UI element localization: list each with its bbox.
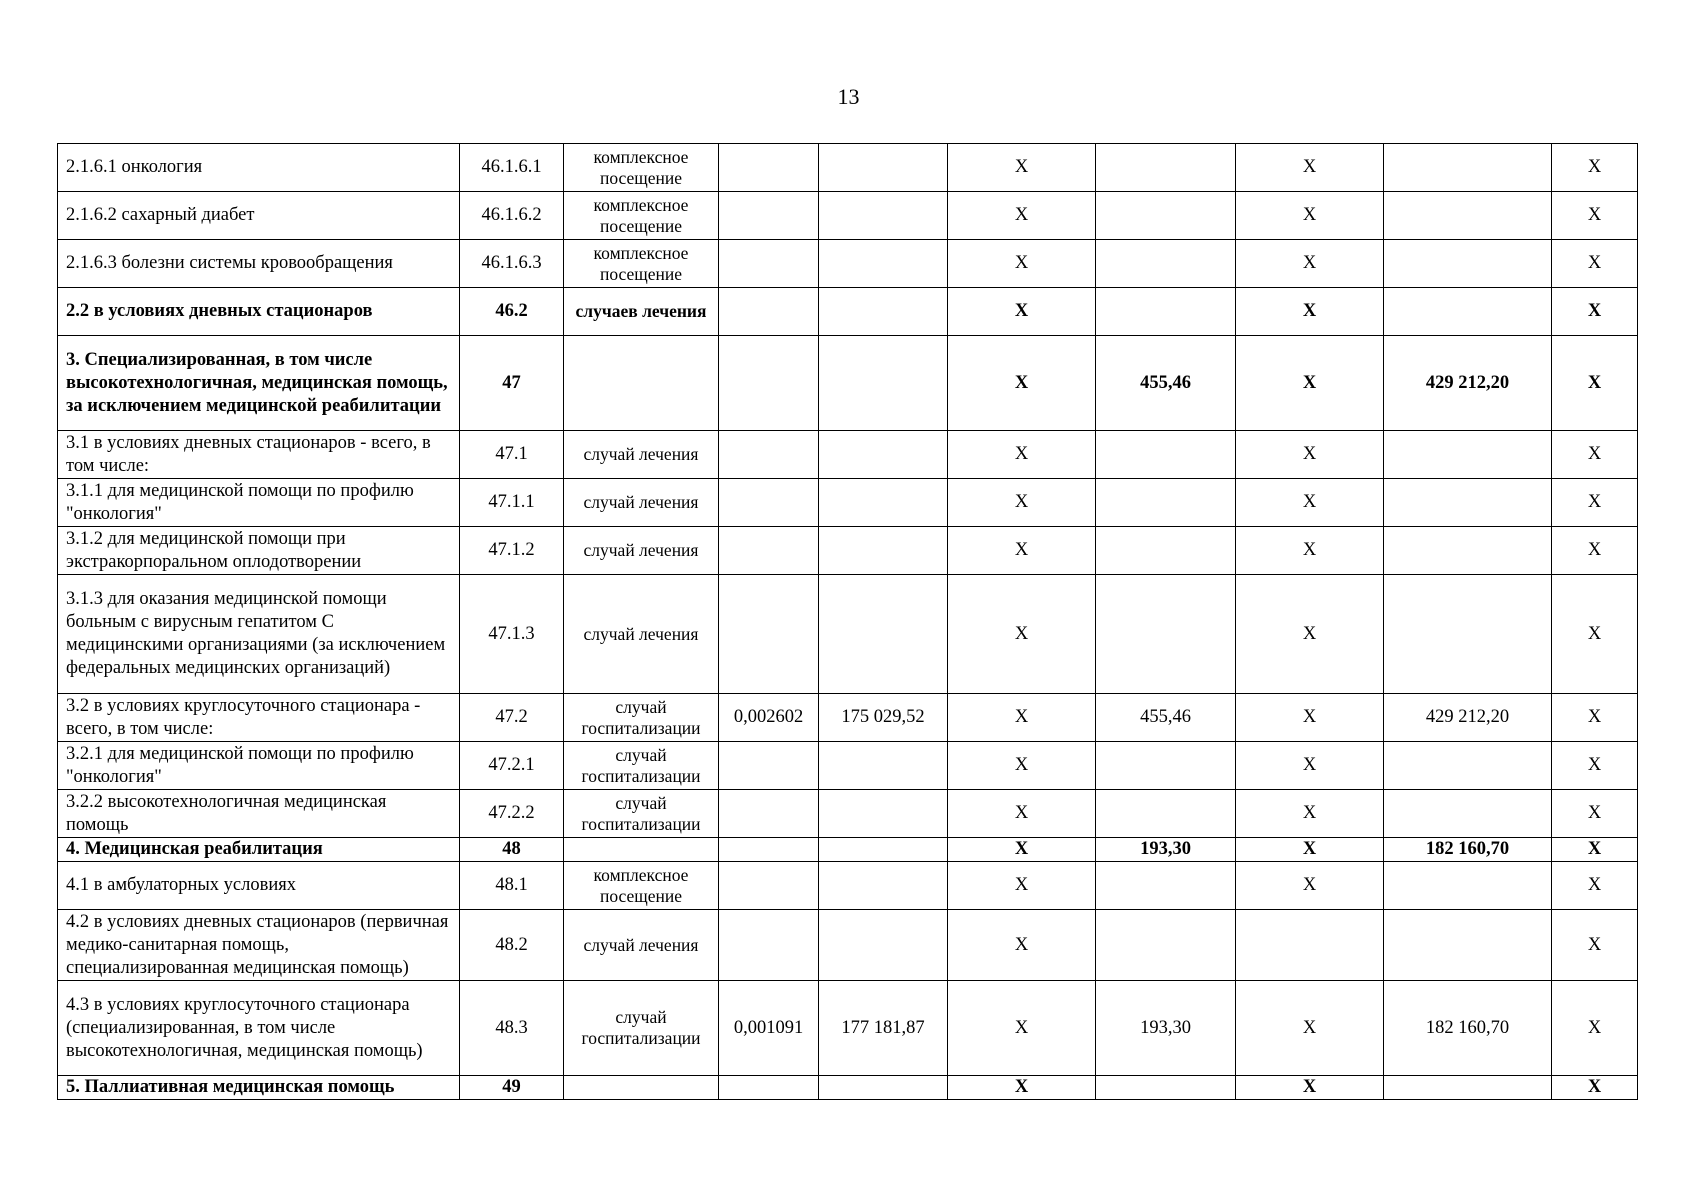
row-cell-8: X	[1236, 288, 1384, 336]
row-cell-5	[819, 910, 948, 981]
table-row	[58, 527, 1638, 575]
row-cell-8: X	[1236, 192, 1384, 240]
row-cell-7: 455,46	[1096, 336, 1236, 431]
row-code: 47.1	[460, 431, 564, 479]
row-cell-4	[719, 479, 819, 527]
row-cell-10: X	[1552, 1076, 1638, 1100]
table-row	[58, 694, 1638, 742]
row-code: 48.1	[460, 862, 564, 910]
row-cell-7	[1096, 192, 1236, 240]
row-code: 46.1.6.1	[460, 144, 564, 192]
row-cell-9: 182 160,70	[1384, 838, 1552, 862]
row-unit	[564, 336, 719, 431]
row-cell-5	[819, 862, 948, 910]
row-cell-9: 429 212,20	[1384, 694, 1552, 742]
table-row-section	[58, 838, 1638, 862]
row-cell-10: X	[1552, 575, 1638, 694]
row-cell-6: X	[948, 838, 1096, 862]
row-cell-5: 175 029,52	[819, 694, 948, 742]
row-name: 2.1.6.1 онкология	[58, 144, 460, 192]
row-cell-8: X	[1236, 694, 1384, 742]
row-cell-7	[1096, 790, 1236, 838]
row-unit	[564, 838, 719, 862]
row-cell-9	[1384, 862, 1552, 910]
row-cell-7: 193,30	[1096, 838, 1236, 862]
row-code: 47.1.2	[460, 527, 564, 575]
row-cell-4	[719, 1076, 819, 1100]
table-row	[58, 240, 1638, 288]
row-unit: случаев лечения	[564, 288, 719, 336]
row-cell-5	[819, 575, 948, 694]
row-cell-5	[819, 288, 948, 336]
row-cell-7	[1096, 862, 1236, 910]
row-cell-6: X	[948, 742, 1096, 790]
row-cell-8: X	[1236, 575, 1384, 694]
row-cell-4: 0,002602	[719, 694, 819, 742]
row-code: 47.2.1	[460, 742, 564, 790]
row-cell-5	[819, 527, 948, 575]
row-cell-4	[719, 288, 819, 336]
row-cell-5	[819, 336, 948, 431]
row-name: 4.1 в амбулаторных условиях	[58, 862, 460, 910]
row-name: 3.2.2 высокотехнологичная медицинская помощь	[58, 790, 460, 838]
row-name: 2.2 в условиях дневных стационаров	[58, 288, 460, 336]
row-cell-9	[1384, 910, 1552, 981]
table-row	[58, 431, 1638, 479]
row-cell-10: X	[1552, 694, 1638, 742]
row-cell-8: X	[1236, 838, 1384, 862]
row-code: 47.1.3	[460, 575, 564, 694]
row-unit: случай лечения	[564, 910, 719, 981]
row-cell-4	[719, 575, 819, 694]
row-cell-6: X	[948, 862, 1096, 910]
row-name: 3. Специализированная, в том числе высокотехнологичная, медицинская помощь, за исключением медицинской реабилитации	[58, 336, 460, 431]
row-name: 3.1.1 для медицинской помощи по профилю "онкология"	[58, 479, 460, 527]
row-cell-9	[1384, 575, 1552, 694]
row-cell-9: 182 160,70	[1384, 981, 1552, 1076]
row-cell-10: X	[1552, 192, 1638, 240]
row-code: 47.2.2	[460, 790, 564, 838]
table-row-section	[58, 336, 1638, 431]
table-row	[58, 910, 1638, 981]
row-cell-5	[819, 192, 948, 240]
row-cell-7: 193,30	[1096, 981, 1236, 1076]
row-cell-5	[819, 431, 948, 479]
table-body	[58, 144, 1638, 1100]
row-cell-7	[1096, 144, 1236, 192]
row-cell-4	[719, 527, 819, 575]
row-unit: случай лечения	[564, 479, 719, 527]
row-name: 4. Медицинская реабилитация	[58, 838, 460, 862]
row-name: 3.1.2 для медицинской помощи при экстракорпоральном оплодотворении	[58, 527, 460, 575]
row-code: 49	[460, 1076, 564, 1100]
row-cell-4	[719, 336, 819, 431]
row-cell-8: X	[1236, 790, 1384, 838]
row-cell-8: X	[1236, 862, 1384, 910]
row-cell-6: X	[948, 981, 1096, 1076]
row-cell-8: X	[1236, 431, 1384, 479]
row-cell-4	[719, 431, 819, 479]
row-cell-6: X	[948, 527, 1096, 575]
row-name: 2.1.6.2 сахарный диабет	[58, 192, 460, 240]
row-unit: случай госпитализации	[564, 790, 719, 838]
row-unit: комплексное посещение	[564, 192, 719, 240]
row-cell-9	[1384, 1076, 1552, 1100]
row-cell-5	[819, 479, 948, 527]
row-code: 48	[460, 838, 564, 862]
row-cell-10: X	[1552, 431, 1638, 479]
row-cell-8: X	[1236, 1076, 1384, 1100]
row-name: 5. Паллиативная медицинская помощь	[58, 1076, 460, 1100]
row-cell-7	[1096, 527, 1236, 575]
row-cell-6: X	[948, 479, 1096, 527]
row-unit: случай госпитализации	[564, 694, 719, 742]
table-row	[58, 981, 1638, 1076]
table-row	[58, 790, 1638, 838]
row-cell-8: X	[1236, 981, 1384, 1076]
row-cell-10: X	[1552, 862, 1638, 910]
row-code: 46.1.6.2	[460, 192, 564, 240]
page-number: 13	[837, 84, 860, 109]
row-cell-7	[1096, 288, 1236, 336]
row-cell-10: X	[1552, 527, 1638, 575]
row-unit	[564, 1076, 719, 1100]
row-unit: случай лечения	[564, 431, 719, 479]
row-cell-4: 0,001091	[719, 981, 819, 1076]
data-table	[57, 143, 1638, 1100]
row-cell-9	[1384, 431, 1552, 479]
table-row-section	[58, 1076, 1638, 1100]
row-cell-10: X	[1552, 838, 1638, 862]
row-cell-4	[719, 144, 819, 192]
row-unit: комплексное посещение	[564, 862, 719, 910]
table-row	[58, 862, 1638, 910]
row-name: 3.2 в условиях круглосуточного стационара - всего, в том числе:	[58, 694, 460, 742]
row-cell-7	[1096, 1076, 1236, 1100]
row-name: 3.1 в условиях дневных стационаров - всего, в том числе:	[58, 431, 460, 479]
row-cell-7	[1096, 479, 1236, 527]
row-cell-4	[719, 790, 819, 838]
row-cell-7: 455,46	[1096, 694, 1236, 742]
table-row-subtotal	[58, 288, 1638, 336]
row-cell-9	[1384, 742, 1552, 790]
row-cell-8: X	[1236, 742, 1384, 790]
row-cell-7	[1096, 431, 1236, 479]
row-cell-6: X	[948, 336, 1096, 431]
row-cell-5	[819, 742, 948, 790]
row-cell-10: X	[1552, 288, 1638, 336]
row-name: 3.2.1 для медицинской помощи по профилю "онкология"	[58, 742, 460, 790]
row-cell-9	[1384, 192, 1552, 240]
row-cell-6: X	[948, 144, 1096, 192]
row-cell-10: X	[1552, 742, 1638, 790]
row-cell-9	[1384, 240, 1552, 288]
table-row	[58, 575, 1638, 694]
row-cell-4	[719, 910, 819, 981]
row-cell-9	[1384, 288, 1552, 336]
row-cell-8: X	[1236, 479, 1384, 527]
row-cell-8: X	[1236, 336, 1384, 431]
row-cell-8: X	[1236, 240, 1384, 288]
row-unit: случай лечения	[564, 575, 719, 694]
row-name: 4.3 в условиях круглосуточного стационара (специализированная, в том числе высокотехнологичная, медицинская помощь)	[58, 981, 460, 1076]
row-unit: случай лечения	[564, 527, 719, 575]
row-cell-4	[719, 742, 819, 790]
row-cell-10: X	[1552, 240, 1638, 288]
row-cell-6: X	[948, 192, 1096, 240]
row-cell-4	[719, 862, 819, 910]
row-unit: комплексное посещение	[564, 240, 719, 288]
row-cell-5	[819, 144, 948, 192]
row-cell-8: X	[1236, 527, 1384, 575]
row-name: 3.1.3 для оказания медицинской помощи больным с вирусным гепатитом С медицинскими организациями (за исключением федеральных медицинских организаций)	[58, 575, 460, 694]
row-cell-6: X	[948, 431, 1096, 479]
row-cell-8: X	[1236, 144, 1384, 192]
row-cell-9	[1384, 479, 1552, 527]
row-cell-7	[1096, 910, 1236, 981]
row-cell-6: X	[948, 575, 1096, 694]
row-cell-10: X	[1552, 790, 1638, 838]
row-cell-7	[1096, 575, 1236, 694]
row-unit: случай госпитализации	[564, 742, 719, 790]
row-unit: случай госпитализации	[564, 981, 719, 1076]
table-row	[58, 479, 1638, 527]
row-cell-7	[1096, 742, 1236, 790]
row-name: 2.1.6.3 болезни системы кровообращения	[58, 240, 460, 288]
row-code: 47	[460, 336, 564, 431]
row-cell-6: X	[948, 1076, 1096, 1100]
row-cell-4	[719, 240, 819, 288]
row-code: 47.1.1	[460, 479, 564, 527]
table-row	[58, 144, 1638, 192]
row-cell-5: 177 181,87	[819, 981, 948, 1076]
row-cell-6: X	[948, 790, 1096, 838]
row-cell-8	[1236, 910, 1384, 981]
row-cell-10: X	[1552, 144, 1638, 192]
row-cell-10: X	[1552, 981, 1638, 1076]
row-unit: комплексное посещение	[564, 144, 719, 192]
row-cell-5	[819, 838, 948, 862]
row-cell-5	[819, 1076, 948, 1100]
row-code: 48.2	[460, 910, 564, 981]
row-cell-10: X	[1552, 479, 1638, 527]
row-code: 48.3	[460, 981, 564, 1076]
row-cell-4	[719, 192, 819, 240]
row-cell-6: X	[948, 240, 1096, 288]
table-row	[58, 742, 1638, 790]
row-code: 46.2	[460, 288, 564, 336]
table-row	[58, 192, 1638, 240]
row-code: 46.1.6.3	[460, 240, 564, 288]
row-name: 4.2 в условиях дневных стационаров (первичная медико-санитарная помощь, специализированная медицинская помощь)	[58, 910, 460, 981]
row-cell-9	[1384, 527, 1552, 575]
row-cell-7	[1096, 240, 1236, 288]
row-code: 47.2	[460, 694, 564, 742]
row-cell-6: X	[948, 694, 1096, 742]
row-cell-9	[1384, 790, 1552, 838]
row-cell-4	[719, 838, 819, 862]
row-cell-9	[1384, 144, 1552, 192]
row-cell-6: X	[948, 910, 1096, 981]
row-cell-6: X	[948, 288, 1096, 336]
row-cell-10: X	[1552, 910, 1638, 981]
row-cell-10: X	[1552, 336, 1638, 431]
row-cell-5	[819, 240, 948, 288]
row-cell-5	[819, 790, 948, 838]
row-cell-9: 429 212,20	[1384, 336, 1552, 431]
